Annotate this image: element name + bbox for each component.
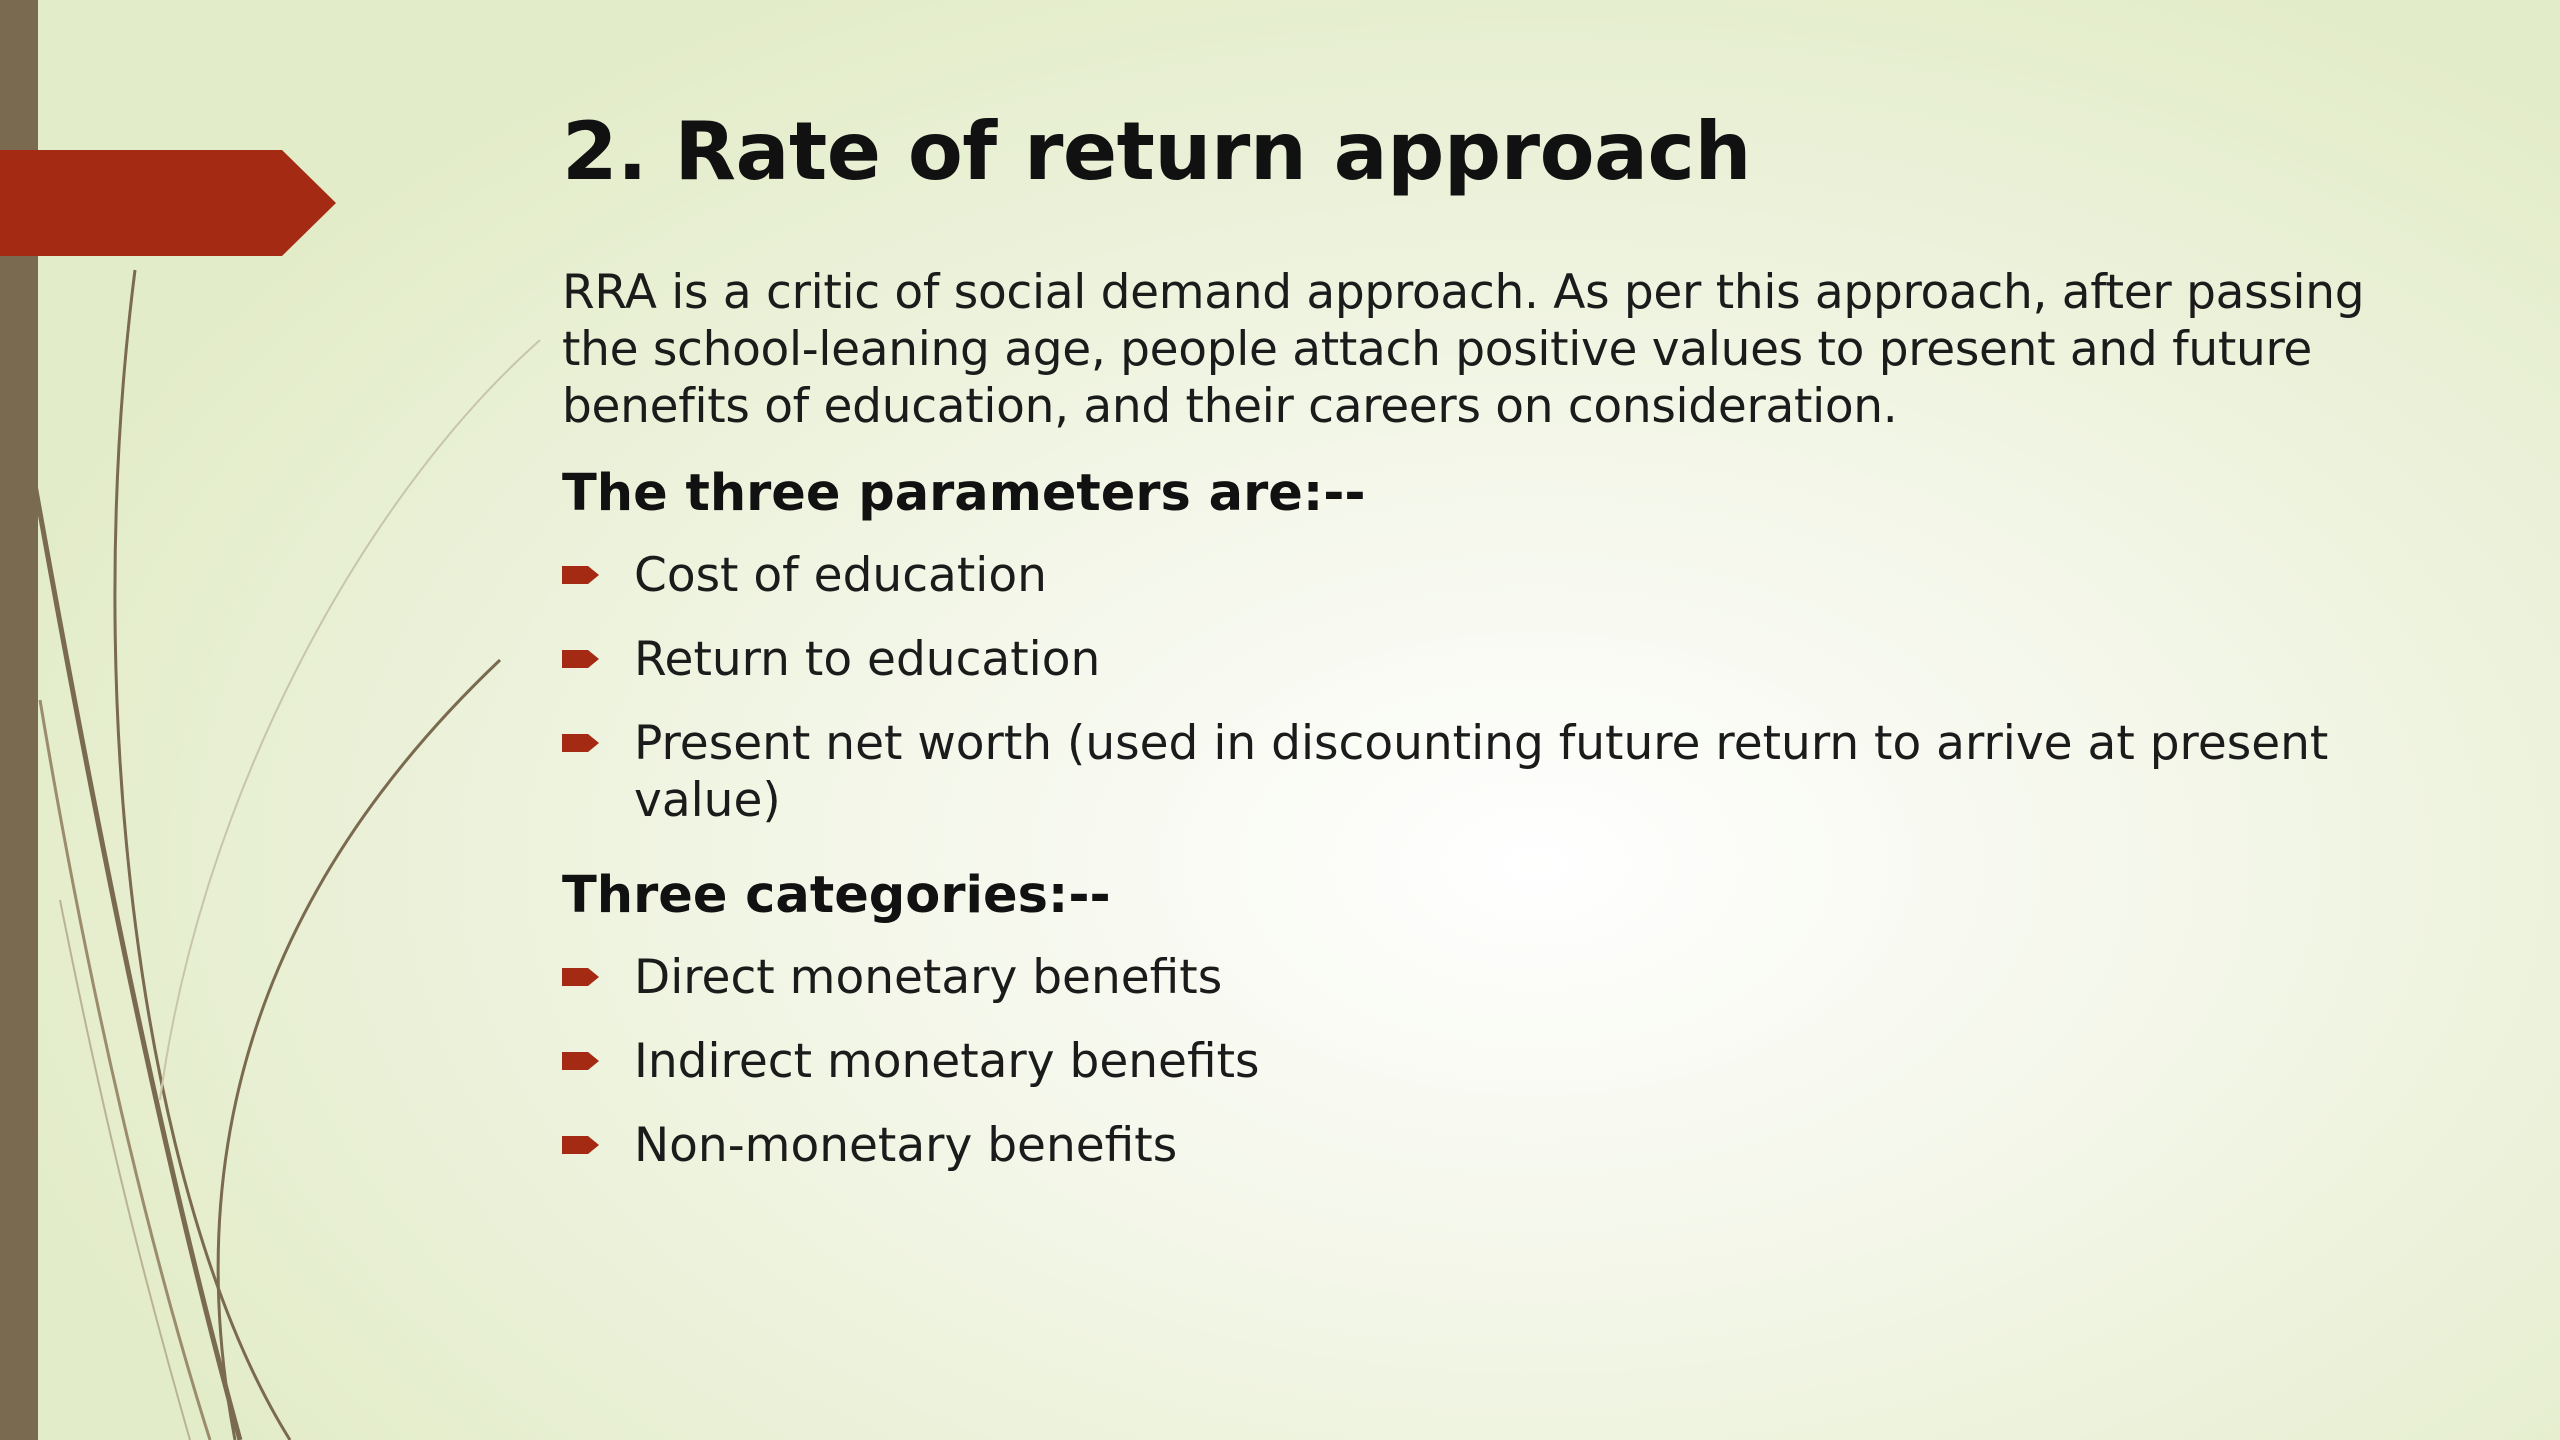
parameters-list	[562, 547, 2422, 829]
parameters-heading: The three parameters are:--	[562, 464, 1366, 523]
list-item	[562, 715, 2422, 829]
list-item	[562, 631, 2422, 688]
list-item-text: Non-monetary benefits	[634, 1118, 1178, 1173]
list-item	[562, 547, 2422, 604]
list-item-text: Indirect monetary benefits	[634, 1034, 1260, 1089]
list-item	[562, 949, 2422, 1006]
list-item	[562, 1117, 2422, 1174]
arrow-tab-icon	[0, 150, 336, 256]
arrow-bullet-icon	[562, 563, 600, 587]
arrow-bullet-icon	[562, 1049, 600, 1073]
categories-list	[562, 949, 2422, 1174]
slide-title: 2. Rate of return approach	[562, 105, 1751, 198]
arrow-bullet-icon	[562, 731, 600, 755]
arrow-bullet-icon	[562, 965, 600, 989]
intro-paragraph: RRA is a critic of social demand approach. As per this approach, after passing the school-leaning age, people attach positive values to present and future benefits of education, and their careers on consideration.	[562, 265, 2365, 434]
list-item	[562, 1033, 2422, 1090]
list-item-text: Return to education	[634, 632, 1101, 687]
list-item-text: Cost of education	[634, 548, 1047, 603]
slide-content	[562, 264, 2422, 1174]
arrow-bullet-icon	[562, 647, 600, 671]
arrow-bullet-icon	[562, 1133, 600, 1157]
list-item-text: Present net worth (used in discounting future return to arrive at present value)	[634, 716, 2329, 828]
list-item-text: Direct monetary benefits	[634, 950, 1223, 1005]
categories-heading: Three categories:--	[562, 866, 1111, 925]
